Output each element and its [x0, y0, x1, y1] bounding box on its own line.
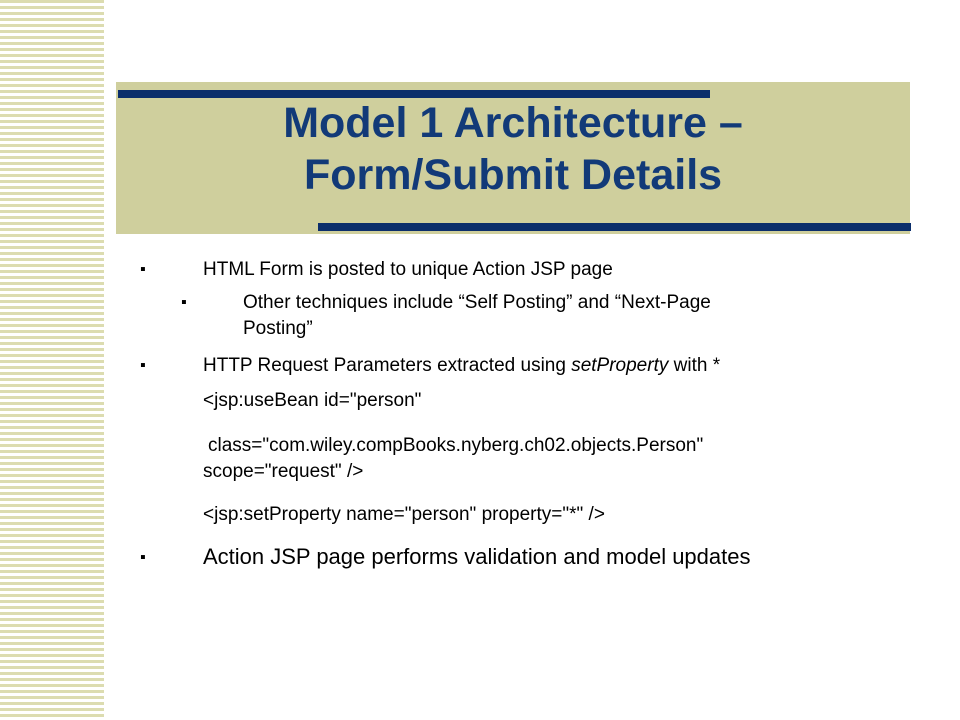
request-params-prefix: HTTP Request Parameters extracted using	[203, 355, 572, 376]
code-line-setproperty: <jsp:setProperty name="person" property="*" />	[203, 504, 605, 525]
sub-bullet-text-line-2: Posting”	[243, 318, 313, 339]
bullet-text-request-params	[203, 353, 720, 379]
bullet-marker: ▪	[140, 357, 146, 374]
sub-bullet-marker: ▪	[181, 294, 187, 311]
decorative-stripe-bar	[0, 0, 104, 720]
bullet-text-form-posted: HTML Form is posted to unique Action JSP page	[203, 259, 613, 280]
slide-title-line-2: Form/Submit Details	[303, 151, 723, 199]
request-params-suffix: with *	[668, 355, 721, 376]
bullet-marker: ▪	[140, 261, 146, 278]
slide-title	[116, 97, 910, 201]
title-rule-bottom	[318, 223, 911, 231]
code-line-usebean: <jsp:useBean id="person"	[203, 390, 422, 411]
bullet-marker: ▪	[140, 549, 146, 566]
bullet-text-validation: Action JSP page performs validation and model updates	[203, 544, 751, 569]
code-line-scope: scope="request" />	[203, 461, 364, 482]
code-line-class: class="com.wiley.compBooks.nyberg.ch02.objects.Person"	[208, 435, 704, 456]
sub-bullet-text-line-1: Other techniques include “Self Posting” and “Next-Page	[243, 292, 711, 313]
slide-title-line-1: Model 1 Architecture –	[283, 99, 743, 147]
setproperty-term: setProperty	[571, 355, 669, 376]
